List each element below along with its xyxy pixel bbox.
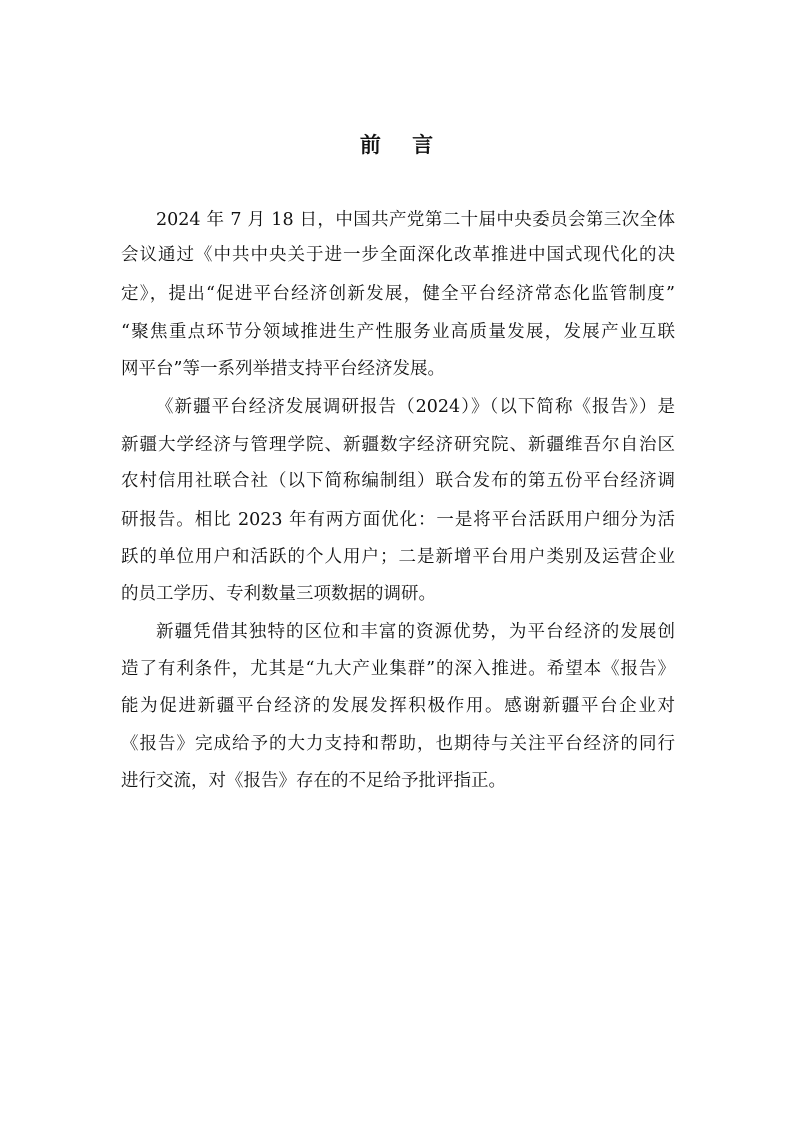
paragraph-2-line-6: 的员工学历、专利数量三项数据的调研。	[121, 584, 436, 604]
paragraph-3-line-2: 造了有利条件，尤其是“九大产业集群”的深入推进。希望本《报告》	[121, 659, 675, 679]
paragraph-3-line-3: 能为促进新疆平台经济的发展发挥积极作用。感谢新疆平台企业对	[121, 696, 675, 716]
paragraph-2-line-3: 农村信用社联合社（以下简称编制组）联合发布的第五份平台经济调	[121, 471, 675, 491]
paragraph-2-line-4: 研报告。相比 2023 年有两方面优化：一是将平台活跃用户细分为活	[121, 510, 675, 530]
paragraph-1-line-5: 网平台”等一系列举措支持平台经济发展。	[121, 359, 445, 379]
page-title: 前 言	[359, 133, 446, 157]
paragraph-3-line-1: 新疆凭借其独特的区位和丰富的资源优势，为平台经济的发展创	[156, 622, 675, 642]
paragraph-2-line-5: 跃的单位用户和活跃的个人用户；二是新增平台用户类别及运营企业	[121, 547, 675, 567]
paragraph-3-line-5: 进行交流，对《报告》存在的不足给予批评指正。	[121, 771, 506, 791]
paragraph-1-line-4: “聚焦重点环节分领域推进生产性服务业高质量发展，发展产业互联	[121, 322, 675, 342]
paragraph-2-line-2: 新疆大学经济与管理学院、新疆数字经济研究院、新疆维吾尔自治区	[121, 435, 675, 455]
paragraph-1-line-1: 2024 年 7 月 18 日，中国共产党第二十届中央委员会第三次全体	[156, 210, 675, 230]
paragraph-1-line-2: 会议通过《中共中央关于进一步全面深化改革推进中国式现代化的决	[121, 245, 675, 265]
paragraph-2-line-1: 《新疆平台经济发展调研报告（2024）》（以下简称《报告》）是	[156, 397, 675, 417]
paragraph-1-line-3: 定》，提出“促进平台经济创新发展，健全平台经济常态化监管制度”	[121, 284, 675, 304]
paragraph-3-line-4: 《报告》完成给予的大力支持和帮助，也期待与关注平台经济的同行	[121, 734, 675, 754]
